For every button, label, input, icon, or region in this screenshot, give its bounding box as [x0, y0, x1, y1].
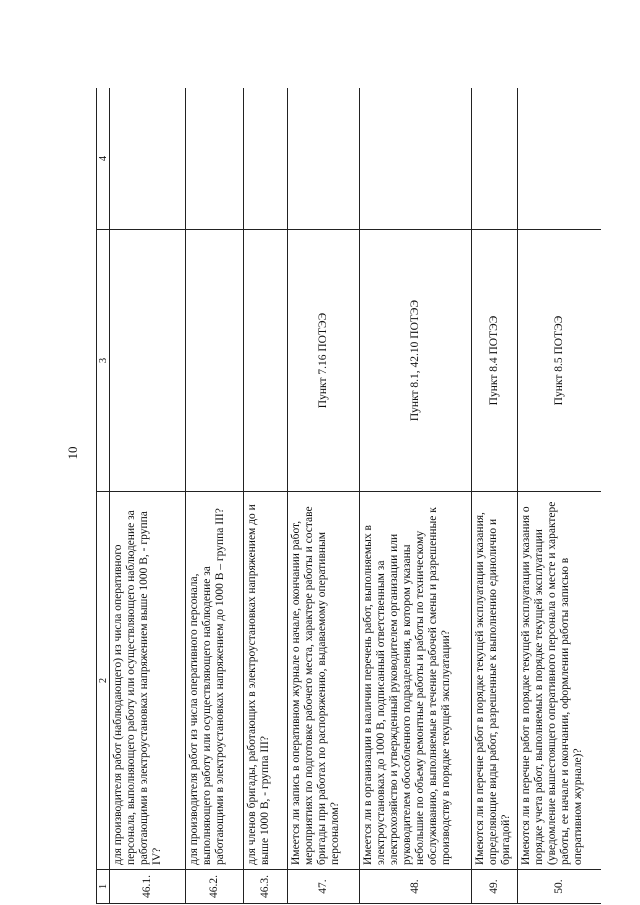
row-number: 50.: [518, 870, 602, 904]
rotated-table-wrapper: [96, 88, 601, 904]
question-text: Имеются ли в перечне работ в порядке текущей эксплуатации указания о порядке учета работ, выполняемых в порядке текущей эксплуатации (уведомление вышестоящего оперативного персонала о месте и характере работы, ее начале и окончании, оформлении работы записью в оперативном журнале)?: [518, 492, 602, 870]
column-header: 2: [97, 492, 110, 870]
question-text: Имеется ли запись в оперативном журнале о начале, окончании работ, мероприятиях по подготовке рабочего места, характере работы и составе бригады при работах по распоряжению, выдаваемому оперативным персоналом?: [288, 492, 360, 870]
row-number: 49.: [472, 870, 518, 904]
answer-cell: [186, 88, 244, 230]
table-row: [288, 88, 360, 904]
table-row: [472, 88, 518, 904]
checklist-table: [96, 88, 601, 904]
regulation-ref: Пункт 8.1, 42.10 ПОТЭЭ: [360, 230, 472, 492]
row-number: 46.1.: [110, 870, 186, 904]
row-number: 46.2.: [186, 870, 244, 904]
column-header: 1: [97, 870, 110, 904]
question-text: для производителя работ (наблюдающего) из числа оперативного персонала, выполняющего работу или осуществляющего наблюдение за работающими в электроустановках напряжением выше 1000 В, - группа IV?: [110, 492, 186, 870]
table-row: [244, 88, 288, 904]
answer-cell: [360, 88, 472, 230]
table-row: [360, 88, 472, 904]
column-header: 3: [97, 230, 110, 492]
question-text: Имеется ли в организации в наличии перечень работ, выполняемых в электроустановках до 1000 В, подписанный ответственным за электрохозяйство и утвержденный руководителем организации или руководителем обособленного подразделения, в котором указаны небольшие по объему ремонтные работы и работы по техническому обслуживанию, выполняемые в течение рабочей смены и разрешенные к производству в порядке текущей эксплуатации?: [360, 492, 472, 870]
column-header: 4: [97, 88, 110, 230]
row-number: 46.3.: [244, 870, 288, 904]
answer-cell: [110, 88, 186, 230]
regulation-ref: [244, 230, 288, 492]
regulation-ref: [186, 230, 244, 492]
answer-cell: [518, 88, 602, 230]
answer-cell: [288, 88, 360, 230]
table-row: [186, 88, 244, 904]
row-number: 48.: [360, 870, 472, 904]
table-row: [518, 88, 602, 904]
regulation-ref: [110, 230, 186, 492]
table-row: [110, 88, 186, 904]
row-number: 47.: [288, 870, 360, 904]
answer-cell: [244, 88, 288, 230]
question-text: Имеются ли в перечне работ в порядке текущей эксплуатации указания, определяющие виды работ, разрешенные к выполнению единолично и бригадой?: [472, 492, 518, 870]
page-number: 10: [65, 446, 80, 460]
regulation-ref: Пункт 8.5 ПОТЭЭ: [518, 230, 602, 492]
answer-cell: [472, 88, 518, 230]
document-page: [96, 88, 601, 904]
question-text: для членов бригады, работающих в электроустановках напряжением до и выше 1000 В, - группа III?: [244, 492, 288, 870]
question-text: для производителя работ из числа оперативного персонала, выполняющего работу или осуществляющего наблюдение за работающими в электроустановках напряжением до 1000 В – группа III?: [186, 492, 244, 870]
header-row: [97, 88, 110, 904]
regulation-ref: Пункт 7.16 ПОТЭЭ: [288, 230, 360, 492]
regulation-ref: Пункт 8.4 ПОТЭЭ: [472, 230, 518, 492]
